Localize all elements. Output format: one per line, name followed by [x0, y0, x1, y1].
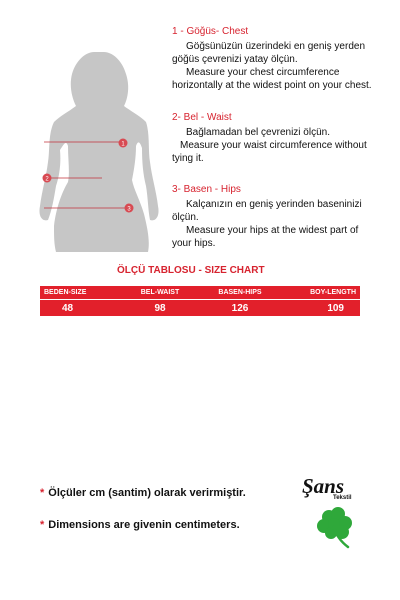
- hips-heading: 3- Basen - Hips: [172, 184, 241, 195]
- hips-marker: [125, 204, 134, 213]
- female-silhouette-icon: [39, 52, 158, 252]
- header-length: BOY-LENGTH: [280, 286, 360, 300]
- note-text: Dimensions are givenin centimeters.: [48, 519, 240, 531]
- cell-waist: 98: [120, 300, 200, 317]
- svg-text:2: 2: [45, 176, 49, 183]
- header-waist: BEL-WAIST: [120, 286, 200, 300]
- body-silhouette-figure: [28, 30, 168, 252]
- four-leaf-clover-icon: [312, 505, 358, 549]
- note-text: Ölçüler cm (santim) olarak verirmiştir.: [48, 487, 246, 499]
- note-bullet: *: [40, 487, 45, 499]
- hips-line-tr-2: ölçün.: [172, 212, 199, 223]
- size-chart-table: [40, 286, 360, 316]
- waist-line-en-1: Measure your waist circumference without: [180, 140, 367, 151]
- note-units-tr: [40, 487, 246, 499]
- cell-length: 109: [280, 300, 360, 317]
- chest-line-tr-2: göğüs çevrenizi yatay ölçün.: [172, 54, 298, 65]
- header-hips: BASEN-HIPS: [200, 286, 280, 300]
- table-row: [40, 300, 360, 317]
- hips-line-en-2: your hips.: [172, 238, 216, 249]
- hips-line-en-1: Measure your hips at the widest part of: [186, 225, 359, 236]
- hips-instructions: [172, 198, 396, 250]
- svg-text:3: 3: [127, 206, 131, 213]
- chest-line-tr-1: Göğsünüzün üzerindeki en geniş yerden: [186, 41, 366, 52]
- chest-instructions: [172, 40, 396, 92]
- cell-hips: 126: [200, 300, 280, 317]
- waist-heading: 2- Bel - Waist: [172, 112, 232, 123]
- size-chart-header-row: [40, 286, 360, 300]
- waist-instructions: [172, 126, 396, 165]
- waist-line-en-2: tying it.: [172, 153, 204, 164]
- chest-heading: 1 - Göğüs- Chest: [172, 26, 249, 37]
- brand-logo-subtitle: Tekstil: [333, 495, 352, 501]
- svg-text:1: 1: [121, 141, 125, 148]
- note-bullet: *: [40, 519, 45, 531]
- waist-marker: [43, 174, 52, 183]
- waist-line-tr-1: Bağlamadan bel çevrenizi ölçün.: [186, 127, 330, 138]
- hips-line-tr-1: Kalçanızın en geniş yerinden baseninizi: [186, 199, 362, 210]
- size-chart-title: ÖLÇÜ TABLOSU - SIZE CHART: [117, 265, 265, 276]
- chest-line-en-2: horizontally at the widest point on your chest.: [172, 80, 372, 91]
- cell-size: 48: [40, 300, 120, 317]
- header-size: BEDEN-SIZE: [40, 286, 120, 300]
- chest-marker: [119, 139, 128, 148]
- chest-line-en-1: Measure your chest circumference: [186, 67, 340, 78]
- note-units-en: [40, 519, 240, 531]
- brand-logo-name: Şans: [302, 474, 345, 498]
